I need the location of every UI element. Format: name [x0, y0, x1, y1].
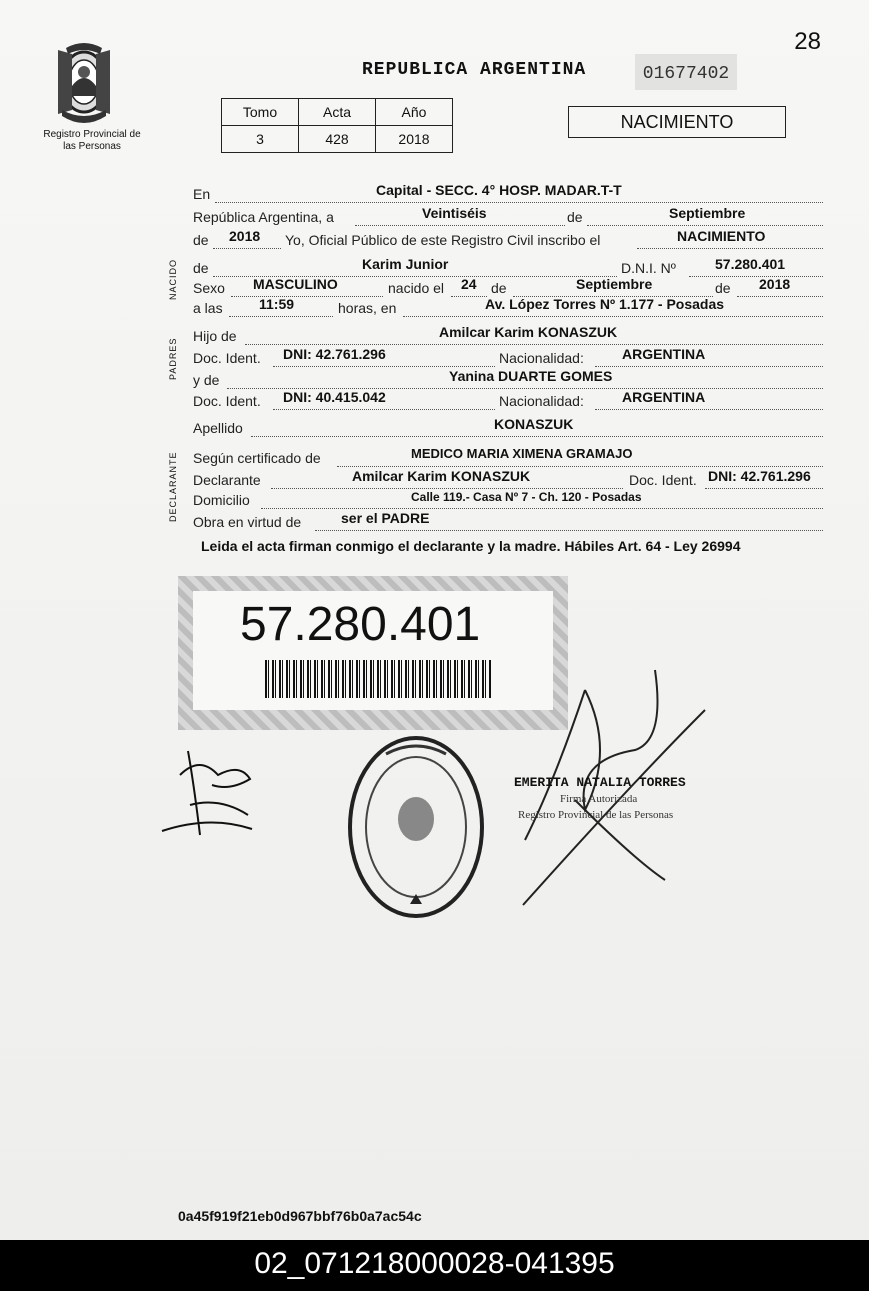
header-anio: Año	[376, 99, 453, 126]
label-madre-nacionalidad: Nacionalidad:	[499, 393, 584, 409]
label-nacido-el: nacido el	[388, 280, 445, 296]
value-madre-doc: DNI: 40.415.042	[283, 389, 386, 405]
value-obra: ser el PADRE	[341, 510, 430, 526]
value-padre-nac: ARGENTINA	[622, 346, 706, 362]
label-hijo-de: Hijo de	[193, 328, 237, 344]
row-padre-doc	[193, 348, 823, 370]
value-apellido: KONASZUK	[494, 416, 574, 432]
value-anio: 2018	[229, 228, 261, 244]
label-domicilio: Domicilio	[193, 492, 250, 508]
label-obra: Obra en virtud de	[193, 514, 302, 530]
registry-name: Registro Provincial de las Personas	[43, 129, 141, 152]
row-declarante	[193, 470, 823, 492]
label-declarante-doc: Doc. Ident.	[629, 472, 697, 488]
row-domicilio	[193, 490, 823, 512]
provincia-emblem-icon	[52, 40, 116, 128]
label-de-1: de	[567, 209, 583, 225]
value-lugar: Capital - SECC. 4° HOSP. MADAR.T-T	[376, 182, 622, 198]
label-de-2: de	[193, 232, 209, 248]
officer-registry: Registro Provincial de las Personas	[518, 809, 674, 821]
value-madre-nac: ARGENTINA	[622, 389, 706, 405]
side-label-padres: PADRES	[168, 337, 178, 380]
value-domicilio: Calle 119.- Casa Nº 7 - Ch. 120 - Posadas	[411, 490, 642, 504]
row-republica	[193, 207, 823, 229]
label-yo: Yo, Oficial Público de este Registro Civil inscribo el	[285, 232, 601, 248]
label-padre-doc: Doc. Ident.	[193, 350, 261, 366]
value-mes: Septiembre	[669, 205, 746, 221]
value-anio: 2018	[376, 126, 453, 153]
value-certificado: MEDICO MARIA XIMENA GRAMAJO	[411, 446, 633, 461]
value-nac-mes: Septiembre	[576, 276, 653, 292]
row-en	[193, 184, 823, 206]
value-lugar-nac: Av. López Torres Nº 1.177 - Posadas	[485, 296, 725, 312]
value-nac-dia: 24	[461, 276, 477, 292]
label-en: En	[193, 186, 211, 202]
side-label-nacido: NACIDO	[168, 258, 178, 300]
row-certificado	[193, 448, 823, 470]
row-hijo-de	[193, 326, 823, 348]
label-segun: Según certificado de	[193, 450, 321, 466]
closing-text: Leida el acta firman conmigo el declarante y la madre. Hábiles Art. 64 - Ley 26994	[201, 538, 741, 554]
row-obra	[193, 512, 823, 534]
label-padre-nacionalidad: Nacionalidad:	[499, 350, 584, 366]
registry-seal-icon	[346, 734, 486, 920]
row-yo	[193, 230, 823, 252]
footer-id-bar: 02_071218000028-041395	[0, 1240, 869, 1291]
label-de-5: de	[715, 280, 731, 296]
value-nac-anio: 2018	[759, 276, 791, 292]
value-padre: Amilcar Karim KONASZUK	[439, 324, 618, 340]
officer-title: Firma Autorizada	[560, 793, 638, 805]
label-de-3: de	[193, 260, 209, 276]
value-sexo: MASCULINO	[253, 276, 338, 292]
acta-type-box: NACIMIENTO	[568, 106, 786, 138]
document-hash: 0a45f919f21eb0d967bbf76b0a7ac54c	[178, 1208, 422, 1224]
tomo-acta-table	[221, 98, 453, 153]
label-de-4: de	[491, 280, 507, 296]
label-horas: horas, en	[338, 300, 397, 316]
label-dni: D.N.I. Nº	[621, 260, 676, 276]
label-y-de: y de	[193, 372, 220, 388]
label-madre-doc: Doc. Ident.	[193, 393, 261, 409]
value-padre-doc: DNI: 42.761.296	[283, 346, 386, 362]
value-dia: Veintiséis	[422, 205, 487, 221]
value-dni: 57.280.401	[715, 256, 786, 272]
value-acto: NACIMIENTO	[677, 228, 766, 244]
value-declarante-doc: DNI: 42.761.296	[708, 468, 811, 484]
declarant-signature-icon	[160, 745, 260, 845]
row-hora	[193, 298, 823, 320]
label-declarante: Declarante	[193, 472, 261, 488]
label-apellido: Apellido	[193, 420, 243, 436]
label-republica: República Argentina, a	[193, 209, 334, 225]
row-madre-doc	[193, 391, 823, 413]
value-acta: 428	[299, 126, 376, 153]
value-hora: 11:59	[259, 296, 295, 312]
label-a-las: a las	[193, 300, 223, 316]
officer-name: EMERITA NATALIA TORRES	[514, 775, 686, 790]
row-apellido	[193, 418, 823, 440]
serial-number: 01677402	[635, 54, 737, 90]
value-nombre: Karim Junior	[362, 256, 449, 272]
header-acta: Acta	[299, 99, 376, 126]
header-tomo: Tomo	[222, 99, 299, 126]
id-stamp-number: 57.280.401	[240, 598, 481, 651]
barcode-icon	[265, 660, 491, 698]
value-declarante: Amilcar Karim KONASZUK	[352, 468, 531, 484]
value-tomo: 3	[222, 126, 299, 153]
side-label-declarante: DECLARANTE	[168, 451, 178, 522]
label-sexo: Sexo	[193, 280, 225, 296]
document-title: REPUBLICA ARGENTINA	[362, 60, 587, 80]
value-madre: Yanina DUARTE GOMES	[449, 368, 613, 384]
page-number: 28	[794, 28, 821, 55]
